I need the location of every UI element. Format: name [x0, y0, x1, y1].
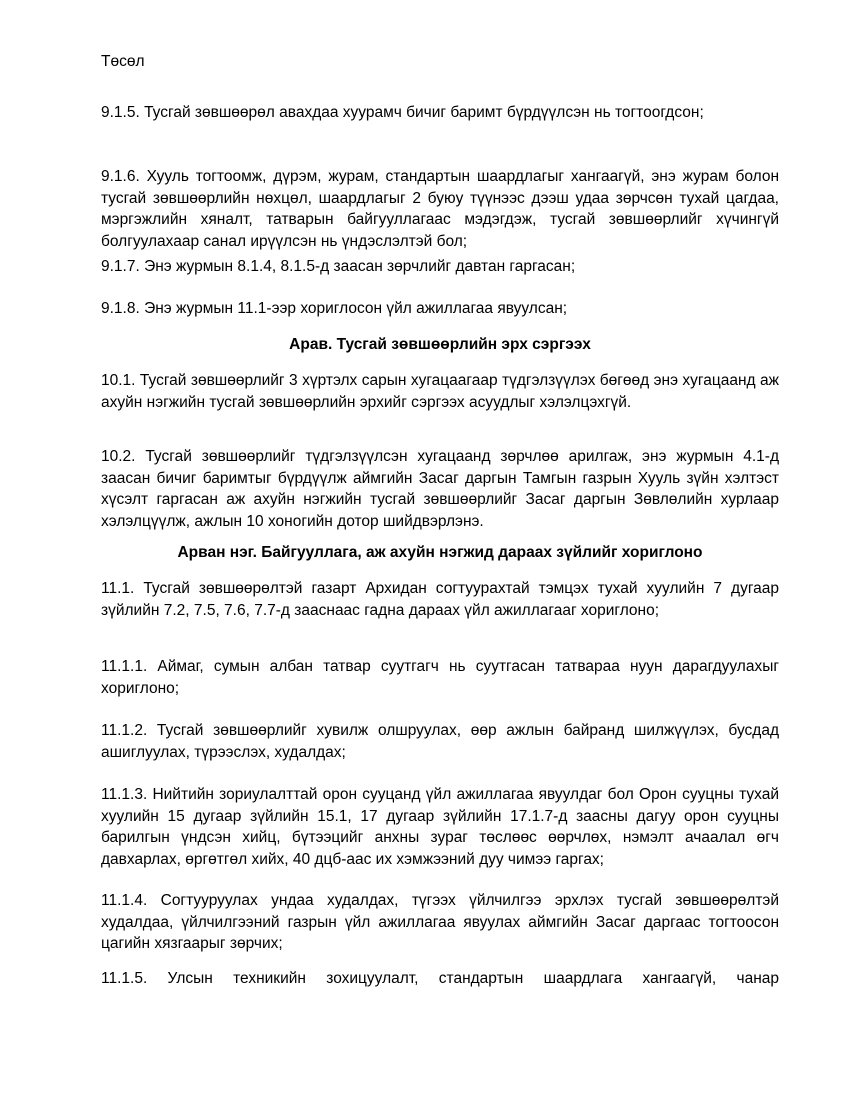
paragraph-11-1-2: 11.1.2. Тусгай зөвшөөрлийг хувилж олшруулах, өөр ажлын байранд шилжүүлэх, бусдад ашиглуулах, түрээслэх, худалдах; — [101, 722, 779, 761]
paragraph-9-1-7: 9.1.7. Энэ журмын 8.1.4, 8.1.5-д заасан зөрчлийг давтан гаргасан; — [101, 258, 576, 275]
paragraph-10-2: 10.2. Тусгай зөвшөөрлийг түдгэлзүүлсэн хугацаанд зөрчлөө арилгаж, энэ журмын 4.1-д заасан бичиг баримтыг бүрдүүлж аймгийн Засаг даргын Тамгын газрын Хууль зүйн хэлтэст хүсэлт гаргасан аж ахуйн нэгжийн тусгай зөвшөөрлийг Засаг даргын Зөвлөлийн хурлаар хэлэлцүүлж, ажлын 10 хоногийн дотор шийдвэрлэнэ. — [101, 448, 779, 530]
paragraph-11-1-1: 11.1.1. Аймаг, сумын албан татвар суутгагч нь суутгасан татвараа нуун дарагдуулахыг хориглоно; — [101, 658, 779, 697]
draft-label: Төсөл — [101, 53, 145, 70]
section-heading-11: Арван нэг. Байгууллага, аж ахуйн нэгжид дараах зүйлийг хориглоно — [177, 544, 703, 561]
paragraph-10-1: 10.1. Тусгай зөвшөөрлийг 3 хүртэлх сарын хугацаагаар түдгэлзүүлэх бөгөөд энэ хугацаанд аж ахуйн нэгжийн тусгай зөвшөөрлийн эрхийг сэргээх асуудлыг хэлэлцэхгүй. — [101, 372, 779, 411]
paragraph-11-1-5: 11.1.5. Улсын техникийн зохицуулалт, стандартын шаардлага хангаагүй, чанар — [101, 970, 779, 987]
paragraph-9-1-8: 9.1.8. Энэ журмын 11.1-ээр хориглосон үйл ажиллагаа явуулсан; — [101, 300, 568, 317]
paragraph-11-1: 11.1. Тусгай зөвшөөрөлтэй газарт Архидан согтуурахтай тэмцэх тухай хуулийн 7 дугаар зүйлийн 7.2, 7.5, 7.6, 7.7-д зааснаас гадна дараах үйл ажиллагааг хориглоно; — [101, 580, 779, 619]
paragraph-9-1-5: 9.1.5. Тусгай зөвшөөрөл авахдаа хуурамч бичиг баримт бүрдүүлсэн нь тогтоогдсон; — [101, 104, 704, 121]
paragraph-11-1-4: 11.1.4. Согтууруулах ундаа худалдах, түгээх үйлчилгээ эрхлэх тусгай зөвшөөрөлтэй худалдаа, үйлчилгээний газрын үйл ажиллагаа явуулах аймгийн Засаг даргаас тогтоосон цагийн хязгаарыг зөрчих; — [101, 892, 779, 952]
paragraph-11-1-3: 11.1.3. Нийтийн зориулалттай орон сууцанд үйл ажиллагаа явуулдаг бол Орон сууцны тухай хуулийн 15 дугаар зүйлийн 15.1, 17 дугаар зүйлийн 17.1.7-д заасны дагуу орон сууцны барилгын үндсэн хийц, бүтээцийг анхны зураг төслөөс өөрчлөх, нэмэлт ачаалал өгч давхарлах, өргөтгөл хийх, 40 дцб-аас их хэмжээний дуу чимээ гаргах; — [101, 786, 779, 868]
paragraph-9-1-6: 9.1.6. Хууль тогтоомж, дүрэм, журам, стандартын шаардлагыг хангаагүй, энэ журам болон тусгай зөвшөөрлийн нөхцөл, шаардлагыг 2 буюу түүнээс дээш удаа зөрчсөн тухай цагдаа, мэргэжлийн хяналт, татварын байгууллагаас мэдэгдэж, тусгай зөвшөөрлийг хүчингүй болгуулахаар санал ирүүлсэн нь үндэслэлтэй бол; — [101, 168, 779, 250]
section-heading-10: Арав. Тусгай зөвшөөрлийн эрх сэргээх — [289, 336, 591, 353]
